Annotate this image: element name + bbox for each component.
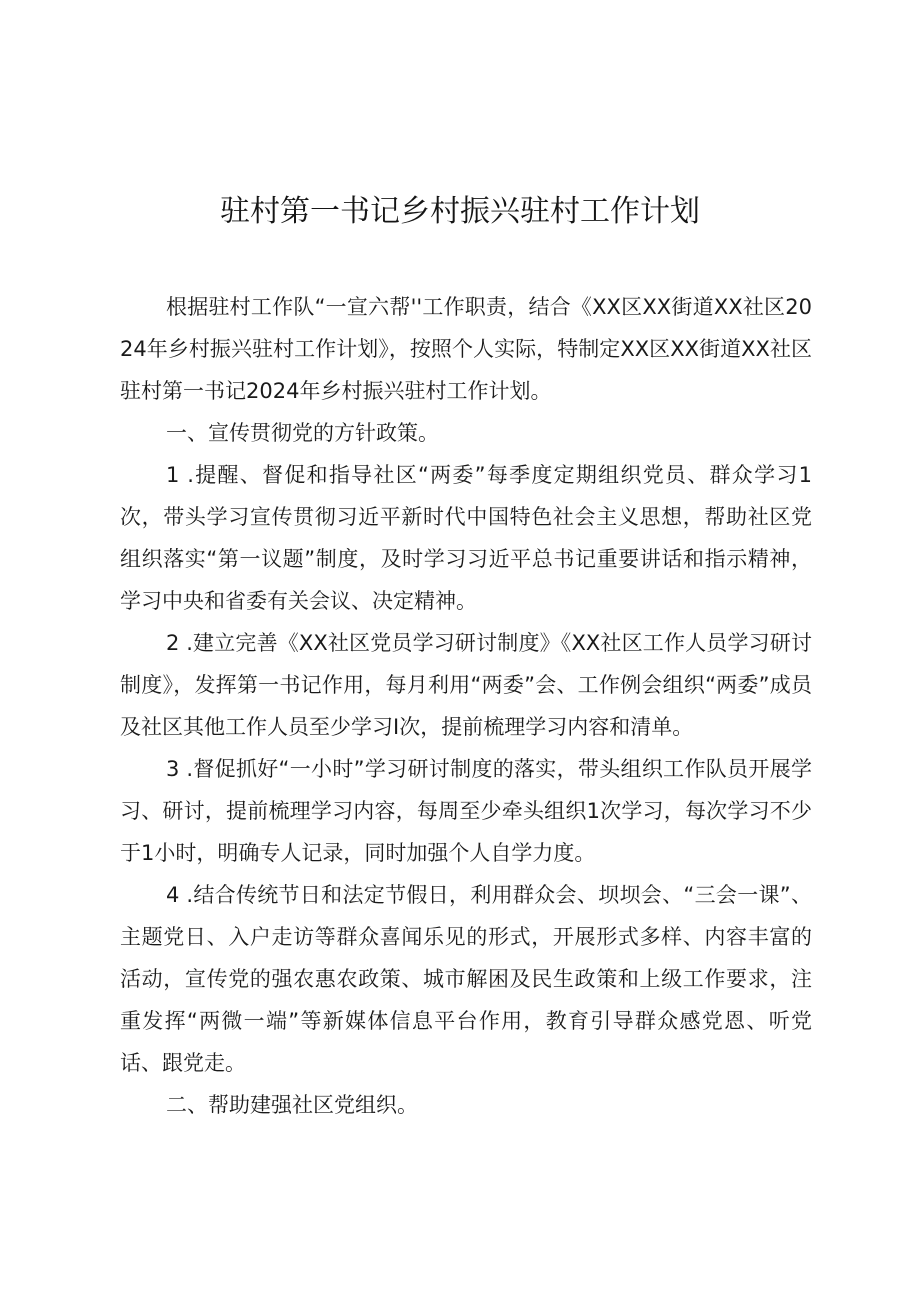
document-body: [120, 286, 812, 1126]
intro-paragraph: 根据驻村工作队“一宣六帮''工作职责，结合《XX区XX街道XX社区2024年乡村振兴驻村工作计划》，按照个人实际，特制定XX区XX街道XX社区驻村第一书记2024年乡村振兴驻村工作计划。: [120, 295, 812, 403]
list-item-2: 2 .建立完善《XX社区党员学习研讨制度》《XX社区工作人员学习研讨制度》，发挥第一书记作用，每月利用“两委”会、工作例会组织“两委”成员及社区其他工作人员至少学习I次，提前梳理学习内容和清单。: [120, 631, 812, 739]
document-title: 驻村第一书记乡村振兴驻村工作计划: [220, 194, 700, 229]
list-item-4: 4 .结合传统节日和法定节假日，利用群众会、坝坝会、“三会一课”、主题党日、入户走访等群众喜闻乐见的形式，开展形式多样、内容丰富的活动，宣传党的强农惠农政策、城市解困及民生政策和上级工作要求，注重发挥“两微一端”等新媒体信息平台作用，教育引导群众感党恩、听党话、跟党走。: [120, 883, 812, 1075]
list-item-1: 1 .提醒、督促和指导社区“两委”每季度定期组织党员、群众学习1次，带头学习宣传贯彻习近平新时代中国特色社会主义思想，帮助社区党组织落实“第一议题”制度，及时学习习近平总书记重要讲话和指示精神，学习中央和省委有关会议、决定精神。: [120, 463, 812, 613]
section-heading-1: 一、宣传贯彻党的方针政策。: [166, 421, 439, 445]
section-heading-2: 二、帮助建强社区党组织。: [166, 1093, 418, 1117]
list-item-3: 3 .督促抓好“一小时”学习研讨制度的落实，带头组织工作队员开展学习、研讨，提前梳理学习内容，每周至少牵头组织1次学习，每次学习不少于1小时，明确专人记录，同时加强个人自学力度。: [120, 757, 812, 865]
